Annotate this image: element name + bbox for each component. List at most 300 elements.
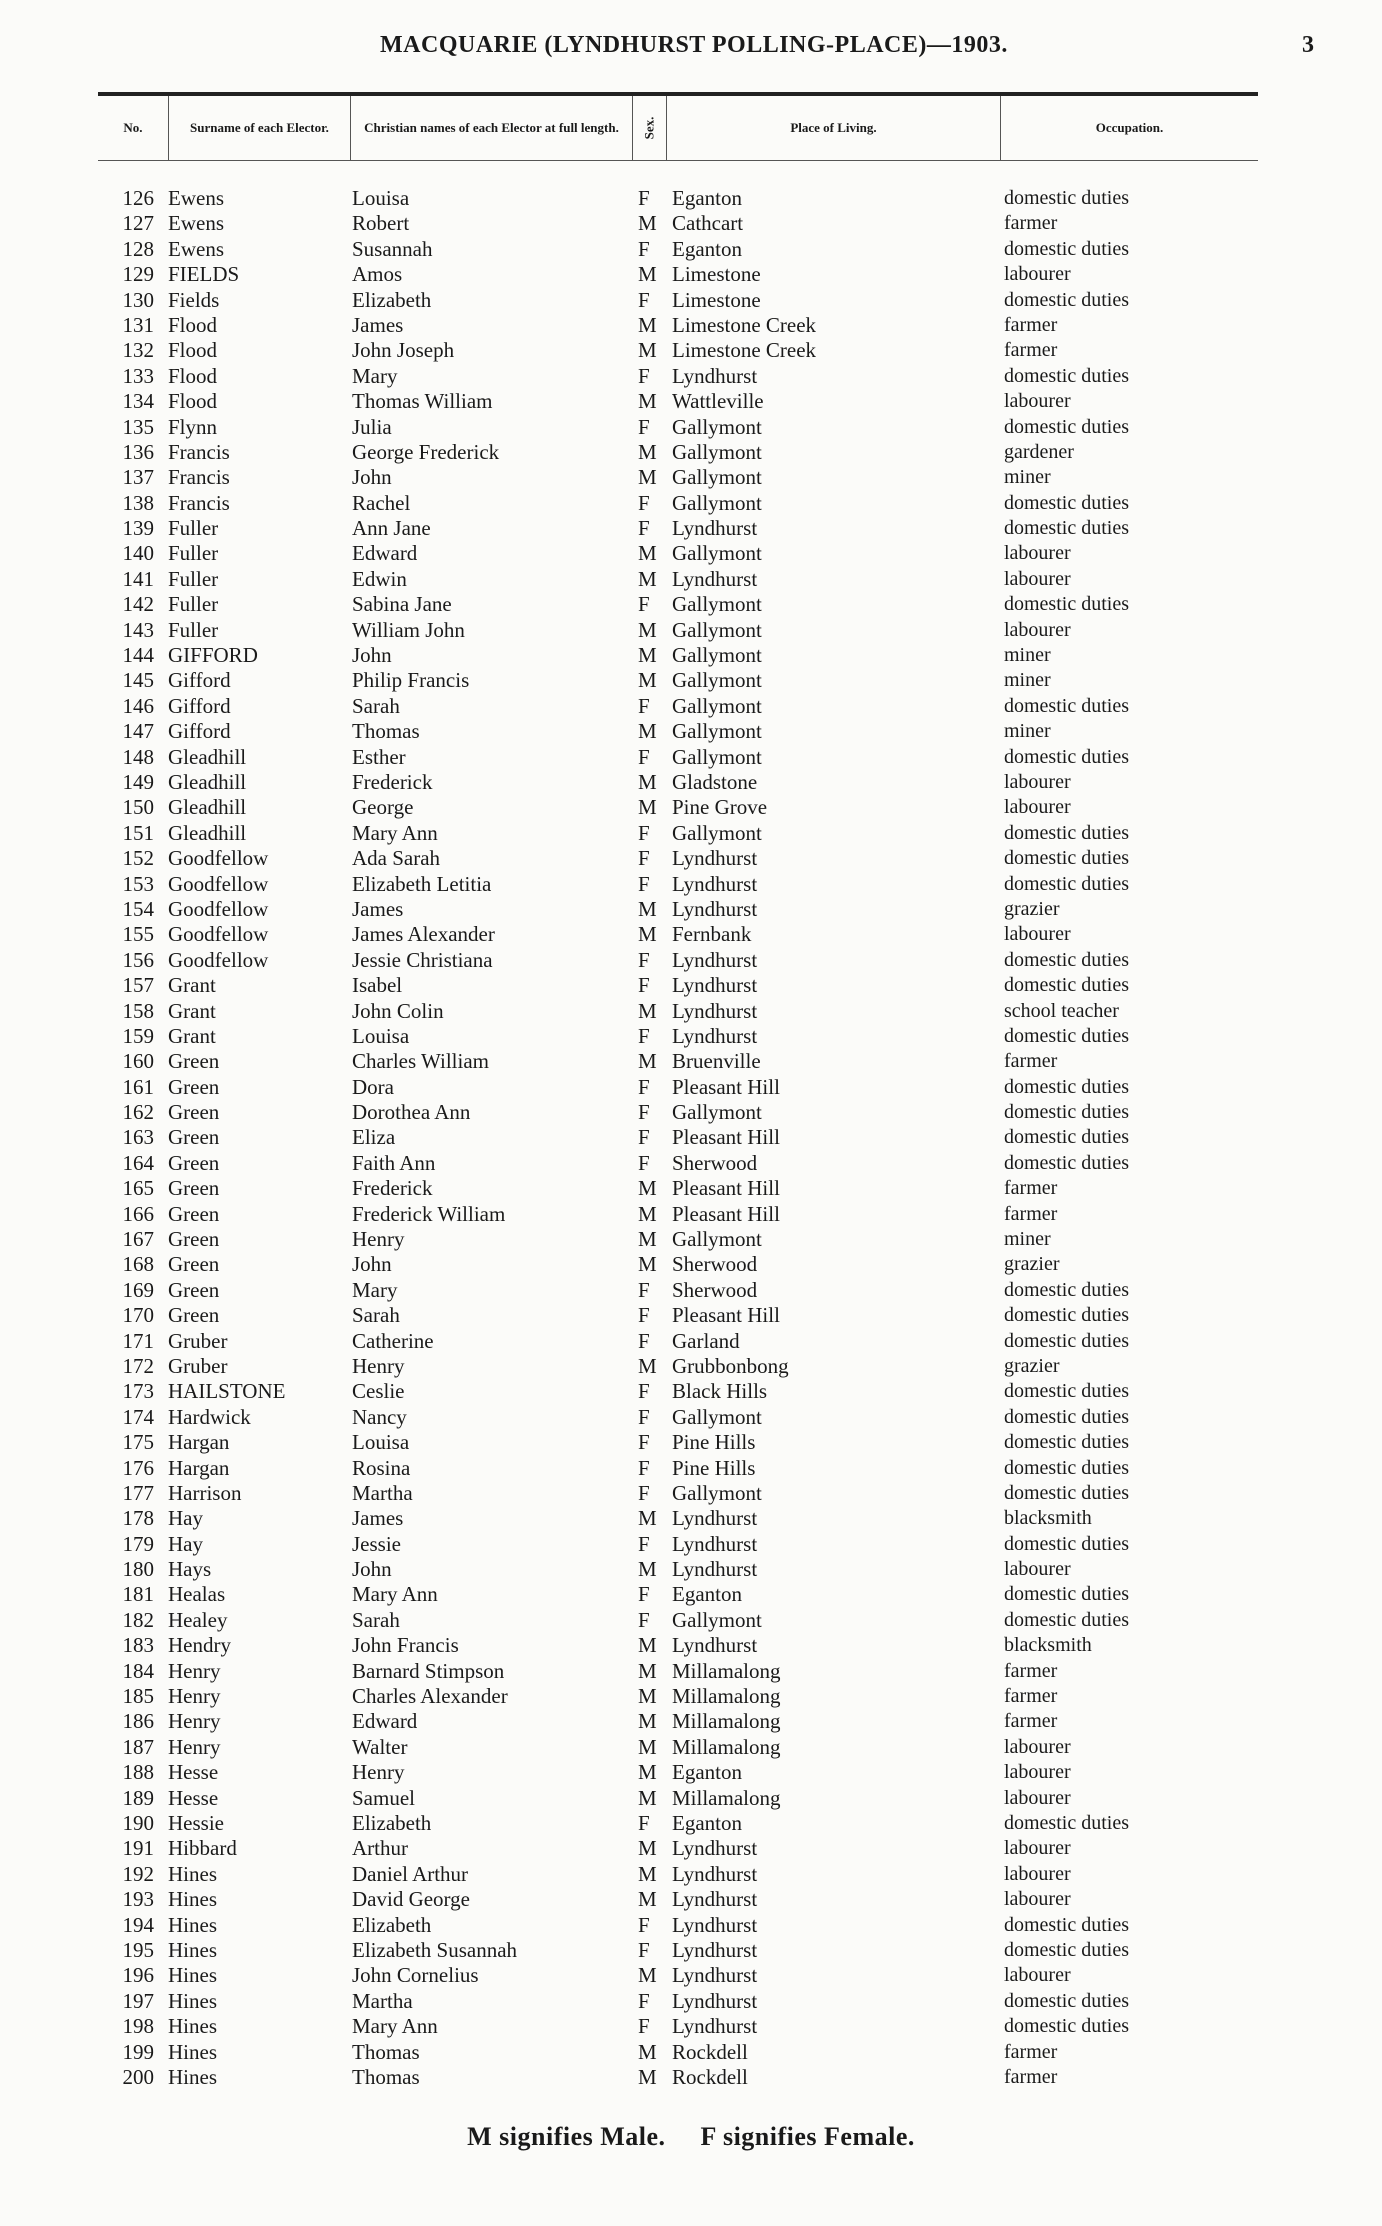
row-sex: F <box>638 1582 650 1607</box>
table-row <box>98 1659 1258 1684</box>
row-christian-names: Rosina <box>352 1455 411 1480</box>
row-place: Lyndhurst <box>672 871 758 896</box>
row-surname: Francis <box>168 465 230 490</box>
row-christian-names: Thomas <box>352 2039 420 2064</box>
table-row <box>98 1506 1258 1531</box>
row-christian-names: James Alexander <box>352 922 495 947</box>
row-christian-names: Nancy <box>352 1404 407 1429</box>
row-sex: F <box>638 186 650 210</box>
row-number: 193 <box>122 1887 154 1912</box>
row-surname: Green <box>168 1074 220 1099</box>
row-occupation: farmer <box>1004 1659 1058 1682</box>
row-occupation: domestic duties <box>1004 1989 1129 2012</box>
row-number: 151 <box>122 820 154 845</box>
row-place: Lyndhurst <box>672 973 758 998</box>
row-place: Black Hills <box>672 1379 768 1404</box>
row-surname: Harrison <box>168 1480 242 1505</box>
row-christian-names: John Francis <box>352 1633 459 1658</box>
row-occupation: domestic duties <box>1004 1151 1129 1174</box>
row-place: Gallymont <box>672 490 762 515</box>
row-place: Garland <box>672 1328 740 1353</box>
row-sex: F <box>638 2014 650 2039</box>
row-occupation: domestic duties <box>1004 593 1129 616</box>
row-surname: Henry <box>168 1684 221 1709</box>
column-header-row <box>98 96 1258 161</box>
row-number: 142 <box>122 592 154 617</box>
row-place: Limestone <box>672 287 761 312</box>
row-place: Eganton <box>672 1811 742 1835</box>
row-surname: Flood <box>168 389 218 414</box>
row-surname: Hines <box>168 1988 217 2013</box>
row-occupation: gardener <box>1004 440 1074 463</box>
row-christian-names: Charles Alexander <box>352 1684 508 1709</box>
row-surname: Goodfellow <box>168 896 269 921</box>
row-surname: Hines <box>168 1912 217 1937</box>
table-row <box>98 1760 1258 1785</box>
row-surname: Green <box>168 1049 220 1074</box>
table-row <box>98 1176 1258 1201</box>
row-christian-names: Thomas <box>352 719 420 744</box>
row-surname: Goodfellow <box>168 871 269 896</box>
row-surname: Healas <box>168 1582 226 1607</box>
row-occupation: labourer <box>1004 1964 1071 1987</box>
row-surname: Hines <box>168 1963 217 1988</box>
row-surname: Fuller <box>168 617 219 642</box>
row-place: Sherwood <box>672 1252 758 1277</box>
row-sex: M <box>638 1252 657 1277</box>
table-row <box>98 1684 1258 1709</box>
row-surname: Francis <box>168 490 230 515</box>
row-christian-names: Ann Jane <box>352 516 431 541</box>
row-sex: M <box>638 719 657 744</box>
row-christian-names: Sarah <box>352 1607 400 1632</box>
row-surname: Hay <box>168 1506 203 1531</box>
table-row <box>98 389 1258 414</box>
row-occupation: domestic duties <box>1004 1913 1129 1936</box>
row-number: 189 <box>122 1785 154 1810</box>
row-occupation: miner <box>1004 466 1051 489</box>
row-place: Pleasant Hill <box>672 1201 780 1226</box>
row-christian-names: Ada Sarah <box>352 846 441 871</box>
row-number: 130 <box>122 287 154 312</box>
row-number: 178 <box>122 1506 154 1531</box>
row-occupation: labourer <box>1004 542 1071 565</box>
row-occupation: miner <box>1004 644 1051 667</box>
table-row <box>98 1456 1258 1481</box>
row-christian-names: Philip Francis <box>352 668 470 693</box>
electors-table <box>98 186 1258 2090</box>
row-occupation: blacksmith <box>1004 1634 1092 1657</box>
table-row <box>98 897 1258 922</box>
table-row <box>98 770 1258 795</box>
row-place: Millamalong <box>672 1785 781 1810</box>
row-christian-names: Faith Ann <box>352 1150 436 1175</box>
row-sex: M <box>638 1506 657 1531</box>
row-occupation: labourer <box>1004 1761 1071 1784</box>
row-occupation: domestic duties <box>1004 517 1129 540</box>
row-surname: Hessie <box>168 1811 224 1835</box>
row-christian-names: Martha <box>352 1988 413 2013</box>
row-sex: F <box>638 1937 650 1962</box>
row-sex: M <box>638 617 657 642</box>
row-place: Lyndhurst <box>672 2014 758 2039</box>
table-row <box>98 872 1258 897</box>
row-surname: Henry <box>168 1709 221 1734</box>
row-number: 197 <box>122 1988 154 2013</box>
row-place: Gallymont <box>672 643 762 668</box>
row-number: 129 <box>122 262 154 287</box>
row-place: Gallymont <box>672 465 762 490</box>
row-sex: F <box>638 973 650 998</box>
row-christian-names: John <box>352 465 392 490</box>
row-sex: M <box>638 1201 657 1226</box>
table-row <box>98 1811 1258 1836</box>
row-number: 190 <box>122 1811 154 1835</box>
row-sex: F <box>638 1100 650 1125</box>
row-occupation: farmer <box>1004 1710 1058 1733</box>
row-surname: Fuller <box>168 592 219 617</box>
row-occupation: domestic duties <box>1004 847 1129 870</box>
row-christian-names: Isabel <box>352 973 403 998</box>
row-occupation: domestic duties <box>1004 974 1129 997</box>
row-number: 191 <box>122 1836 154 1861</box>
column-header-surname: Surname of each Elector. <box>168 96 350 160</box>
row-place: Gallymont <box>672 693 762 718</box>
row-number: 181 <box>122 1582 154 1607</box>
table-row <box>98 186 1258 211</box>
row-number: 198 <box>122 2014 154 2039</box>
row-surname: Green <box>168 1201 220 1226</box>
table-row <box>98 237 1258 262</box>
row-sex: F <box>638 592 650 617</box>
row-sex: M <box>638 1176 657 1201</box>
table-row <box>98 1557 1258 1582</box>
table-row <box>98 643 1258 668</box>
row-occupation: labourer <box>1004 1735 1071 1758</box>
row-sex: F <box>638 1277 650 1302</box>
row-christian-names: Elizabeth Letitia <box>352 871 492 896</box>
row-christian-names: Martha <box>352 1480 413 1505</box>
row-occupation: domestic duties <box>1004 1126 1129 1149</box>
row-sex: M <box>638 338 657 363</box>
table-row <box>98 1938 1258 1963</box>
row-number: 172 <box>122 1353 154 1378</box>
row-christian-names: Dora <box>352 1074 394 1099</box>
table-row <box>98 2014 1258 2039</box>
row-sex: M <box>638 1684 657 1709</box>
row-christian-names: James <box>352 312 404 337</box>
table-row <box>98 1786 1258 1811</box>
row-surname: Hibbard <box>168 1836 237 1861</box>
row-number: 171 <box>122 1328 154 1353</box>
row-surname: Green <box>168 1227 220 1252</box>
row-place: Lyndhurst <box>672 1988 758 2013</box>
row-sex: F <box>638 236 650 261</box>
row-place: Lyndhurst <box>672 947 758 972</box>
table-row <box>98 516 1258 541</box>
row-surname: Francis <box>168 439 230 464</box>
row-sex: F <box>638 1125 650 1150</box>
row-place: Lyndhurst <box>672 1937 758 1962</box>
row-place: Gladstone <box>672 769 758 794</box>
row-place: Gallymont <box>672 1404 762 1429</box>
row-surname: Hesse <box>168 1785 219 1810</box>
row-number: 180 <box>122 1557 154 1582</box>
row-surname: Gleadhill <box>168 744 247 769</box>
row-place: Lyndhurst <box>672 896 758 921</box>
row-sex: M <box>638 439 657 464</box>
row-occupation: domestic duties <box>1004 1608 1129 1631</box>
row-sex: F <box>638 1303 650 1328</box>
row-number: 136 <box>122 439 154 464</box>
row-christian-names: Thomas <box>352 2064 420 2089</box>
table-row <box>98 1481 1258 1506</box>
row-christian-names: Thomas William <box>352 389 493 414</box>
row-christian-names: Elizabeth <box>352 1912 432 1937</box>
row-place: Gallymont <box>672 439 762 464</box>
row-occupation: labourer <box>1004 1862 1071 1885</box>
row-surname: Goodfellow <box>168 922 269 947</box>
footer-female-note: F signifies Female. <box>700 2122 915 2151</box>
row-occupation: domestic duties <box>1004 1329 1129 1352</box>
row-surname: Goodfellow <box>168 947 269 972</box>
row-surname: Hendry <box>168 1633 231 1658</box>
row-number: 150 <box>122 795 154 820</box>
row-place: Eganton <box>672 186 742 210</box>
row-number: 140 <box>122 541 154 566</box>
table-row <box>98 618 1258 643</box>
row-surname: Green <box>168 1277 220 1302</box>
row-occupation: labourer <box>1004 263 1071 286</box>
row-number: 126 <box>122 186 154 210</box>
table-row <box>98 592 1258 617</box>
row-occupation: domestic duties <box>1004 491 1129 514</box>
row-number: 168 <box>122 1252 154 1277</box>
row-sex: F <box>638 1480 650 1505</box>
row-occupation: domestic duties <box>1004 821 1129 844</box>
row-occupation: farmer <box>1004 1177 1058 1200</box>
row-surname: Ewens <box>168 236 224 261</box>
row-occupation: labourer <box>1004 1786 1071 1809</box>
row-number: 132 <box>122 338 154 363</box>
table-row <box>98 846 1258 871</box>
row-christian-names: Mary Ann <box>352 820 438 845</box>
row-occupation: domestic duties <box>1004 872 1129 895</box>
row-christian-names: Walter <box>352 1734 408 1759</box>
row-christian-names: Louisa <box>352 186 410 210</box>
table-row <box>98 922 1258 947</box>
table-row <box>98 1075 1258 1100</box>
row-number: 138 <box>122 490 154 515</box>
row-sex: M <box>638 1049 657 1074</box>
row-christian-names: Sarah <box>352 693 400 718</box>
row-surname: Green <box>168 1303 220 1328</box>
row-place: Limestone Creek <box>672 312 817 337</box>
row-christian-names: Amos <box>352 262 403 287</box>
row-occupation: labourer <box>1004 770 1071 793</box>
row-occupation: labourer <box>1004 923 1071 946</box>
row-occupation: domestic duties <box>1004 694 1129 717</box>
row-number: 199 <box>122 2039 154 2064</box>
row-christian-names: John Joseph <box>352 338 455 363</box>
row-number: 134 <box>122 389 154 414</box>
row-place: Gallymont <box>672 820 762 845</box>
table-row <box>98 821 1258 846</box>
row-place: Cathcart <box>672 211 744 236</box>
row-place: Pine Hills <box>672 1455 756 1480</box>
row-christian-names: George Frederick <box>352 439 500 464</box>
row-sex: F <box>638 1379 650 1404</box>
row-number: 141 <box>122 566 154 591</box>
row-place: Grubbonbong <box>672 1353 789 1378</box>
table-row <box>98 1989 1258 2014</box>
row-place: Sherwood <box>672 1150 758 1175</box>
row-christian-names: Eliza <box>352 1125 396 1150</box>
row-number: 157 <box>122 973 154 998</box>
row-occupation: farmer <box>1004 1202 1058 1225</box>
row-place: Lyndhurst <box>672 998 758 1023</box>
row-christian-names: Frederick William <box>352 1201 506 1226</box>
row-surname: Grant <box>168 1023 216 1048</box>
row-surname: Gifford <box>168 719 231 744</box>
row-occupation: domestic duties <box>1004 1812 1129 1834</box>
row-sex: M <box>638 1785 657 1810</box>
row-christian-names: Esther <box>352 744 406 769</box>
row-place: Rockdell <box>672 2064 748 2089</box>
row-number: 175 <box>122 1430 154 1455</box>
row-sex: F <box>638 1328 650 1353</box>
table-row <box>98 541 1258 566</box>
table-row <box>98 1608 1258 1633</box>
row-christian-names: Mary Ann <box>352 2014 438 2039</box>
row-surname: HAILSTONE <box>168 1379 286 1404</box>
column-header-occupation: Occupation. <box>1000 96 1258 160</box>
row-occupation: domestic duties <box>1004 1532 1129 1555</box>
row-occupation: domestic duties <box>1004 364 1129 387</box>
row-occupation: miner <box>1004 720 1051 743</box>
row-sex: M <box>638 1861 657 1886</box>
row-occupation: farmer <box>1004 313 1058 336</box>
table-row <box>98 415 1258 440</box>
table-row <box>98 1278 1258 1303</box>
table-row <box>98 973 1258 998</box>
row-christian-names: Jessie <box>352 1531 401 1556</box>
row-place: Gallymont <box>672 617 762 642</box>
row-christian-names: John <box>352 1252 392 1277</box>
row-occupation: domestic duties <box>1004 1380 1129 1403</box>
table-row <box>98 948 1258 973</box>
row-surname: Green <box>168 1252 220 1277</box>
row-number: 158 <box>122 998 154 1023</box>
row-number: 166 <box>122 1201 154 1226</box>
row-occupation: school teacher <box>1004 999 1119 1022</box>
row-surname: Flood <box>168 363 218 388</box>
column-header-no: No. <box>123 120 143 135</box>
table-row <box>98 2040 1258 2065</box>
row-sex: F <box>638 1023 650 1048</box>
row-sex: F <box>638 1074 650 1099</box>
table-row <box>98 719 1258 744</box>
row-christian-names: William John <box>352 617 465 642</box>
row-number: 146 <box>122 693 154 718</box>
table-row <box>98 1049 1258 1074</box>
row-place: Millamalong <box>672 1734 781 1759</box>
table-row <box>98 1354 1258 1379</box>
page-number: 3 <box>1302 32 1314 58</box>
table-row <box>98 1862 1258 1887</box>
row-place: Fernbank <box>672 922 752 947</box>
row-occupation: labourer <box>1004 796 1071 819</box>
table-row <box>98 465 1258 490</box>
row-place: Pleasant Hill <box>672 1125 780 1150</box>
row-place: Pine Hills <box>672 1430 756 1455</box>
row-surname: Henry <box>168 1734 221 1759</box>
row-place: Pleasant Hill <box>672 1303 780 1328</box>
row-sex: M <box>638 211 657 236</box>
table-row <box>98 999 1258 1024</box>
row-place: Gallymont <box>672 1227 762 1252</box>
row-place: Pleasant Hill <box>672 1074 780 1099</box>
row-sex: F <box>638 1988 650 2013</box>
table-row <box>98 338 1258 363</box>
column-header-place: Place of Living. <box>666 96 1000 160</box>
row-surname: Hesse <box>168 1760 219 1785</box>
row-christian-names: Robert <box>352 211 410 236</box>
row-surname: Goodfellow <box>168 846 269 871</box>
row-occupation: domestic duties <box>1004 1456 1129 1479</box>
row-place: Lyndhurst <box>672 1861 758 1886</box>
table-row <box>98 1887 1258 1912</box>
row-place: Gallymont <box>672 668 762 693</box>
table-row <box>98 2065 1258 2090</box>
table-row <box>98 1151 1258 1176</box>
row-christian-names: Ceslie <box>352 1379 405 1404</box>
row-christian-names: Henry <box>352 1760 405 1785</box>
row-number: 163 <box>122 1125 154 1150</box>
row-number: 160 <box>122 1049 154 1074</box>
row-number: 155 <box>122 922 154 947</box>
row-place: Gallymont <box>672 1100 762 1125</box>
row-sex: F <box>638 414 650 439</box>
row-sex: F <box>638 846 650 871</box>
row-christian-names: Dorothea Ann <box>352 1100 471 1125</box>
page-title: MACQUARIE (LYNDHURST POLLING-PLACE)—1903. <box>380 32 1008 58</box>
row-place: Lyndhurst <box>672 1531 758 1556</box>
row-occupation: blacksmith <box>1004 1507 1092 1530</box>
row-place: Lyndhurst <box>672 1836 758 1861</box>
table-row <box>98 1405 1258 1430</box>
row-christian-names: David George <box>352 1887 470 1912</box>
row-surname: Healey <box>168 1607 228 1632</box>
row-number: 162 <box>122 1100 154 1125</box>
row-occupation: domestic duties <box>1004 1405 1129 1428</box>
row-surname: Hays <box>168 1557 212 1582</box>
row-christian-names: John <box>352 1557 392 1582</box>
row-sex: M <box>638 2039 657 2064</box>
row-sex: M <box>638 1633 657 1658</box>
row-number: 159 <box>122 1023 154 1048</box>
row-place: Rockdell <box>672 2039 748 2064</box>
row-occupation: labourer <box>1004 1558 1071 1581</box>
column-header-christian-names: Christian names of each Elector at full length. <box>350 96 632 160</box>
row-number: 131 <box>122 312 154 337</box>
row-place: Eganton <box>672 236 742 261</box>
row-christian-names: John <box>352 643 392 668</box>
row-place: Lyndhurst <box>672 1557 758 1582</box>
row-number: 176 <box>122 1455 154 1480</box>
row-christian-names: George <box>352 795 414 820</box>
row-christian-names: Elizabeth Susannah <box>352 1937 518 1962</box>
